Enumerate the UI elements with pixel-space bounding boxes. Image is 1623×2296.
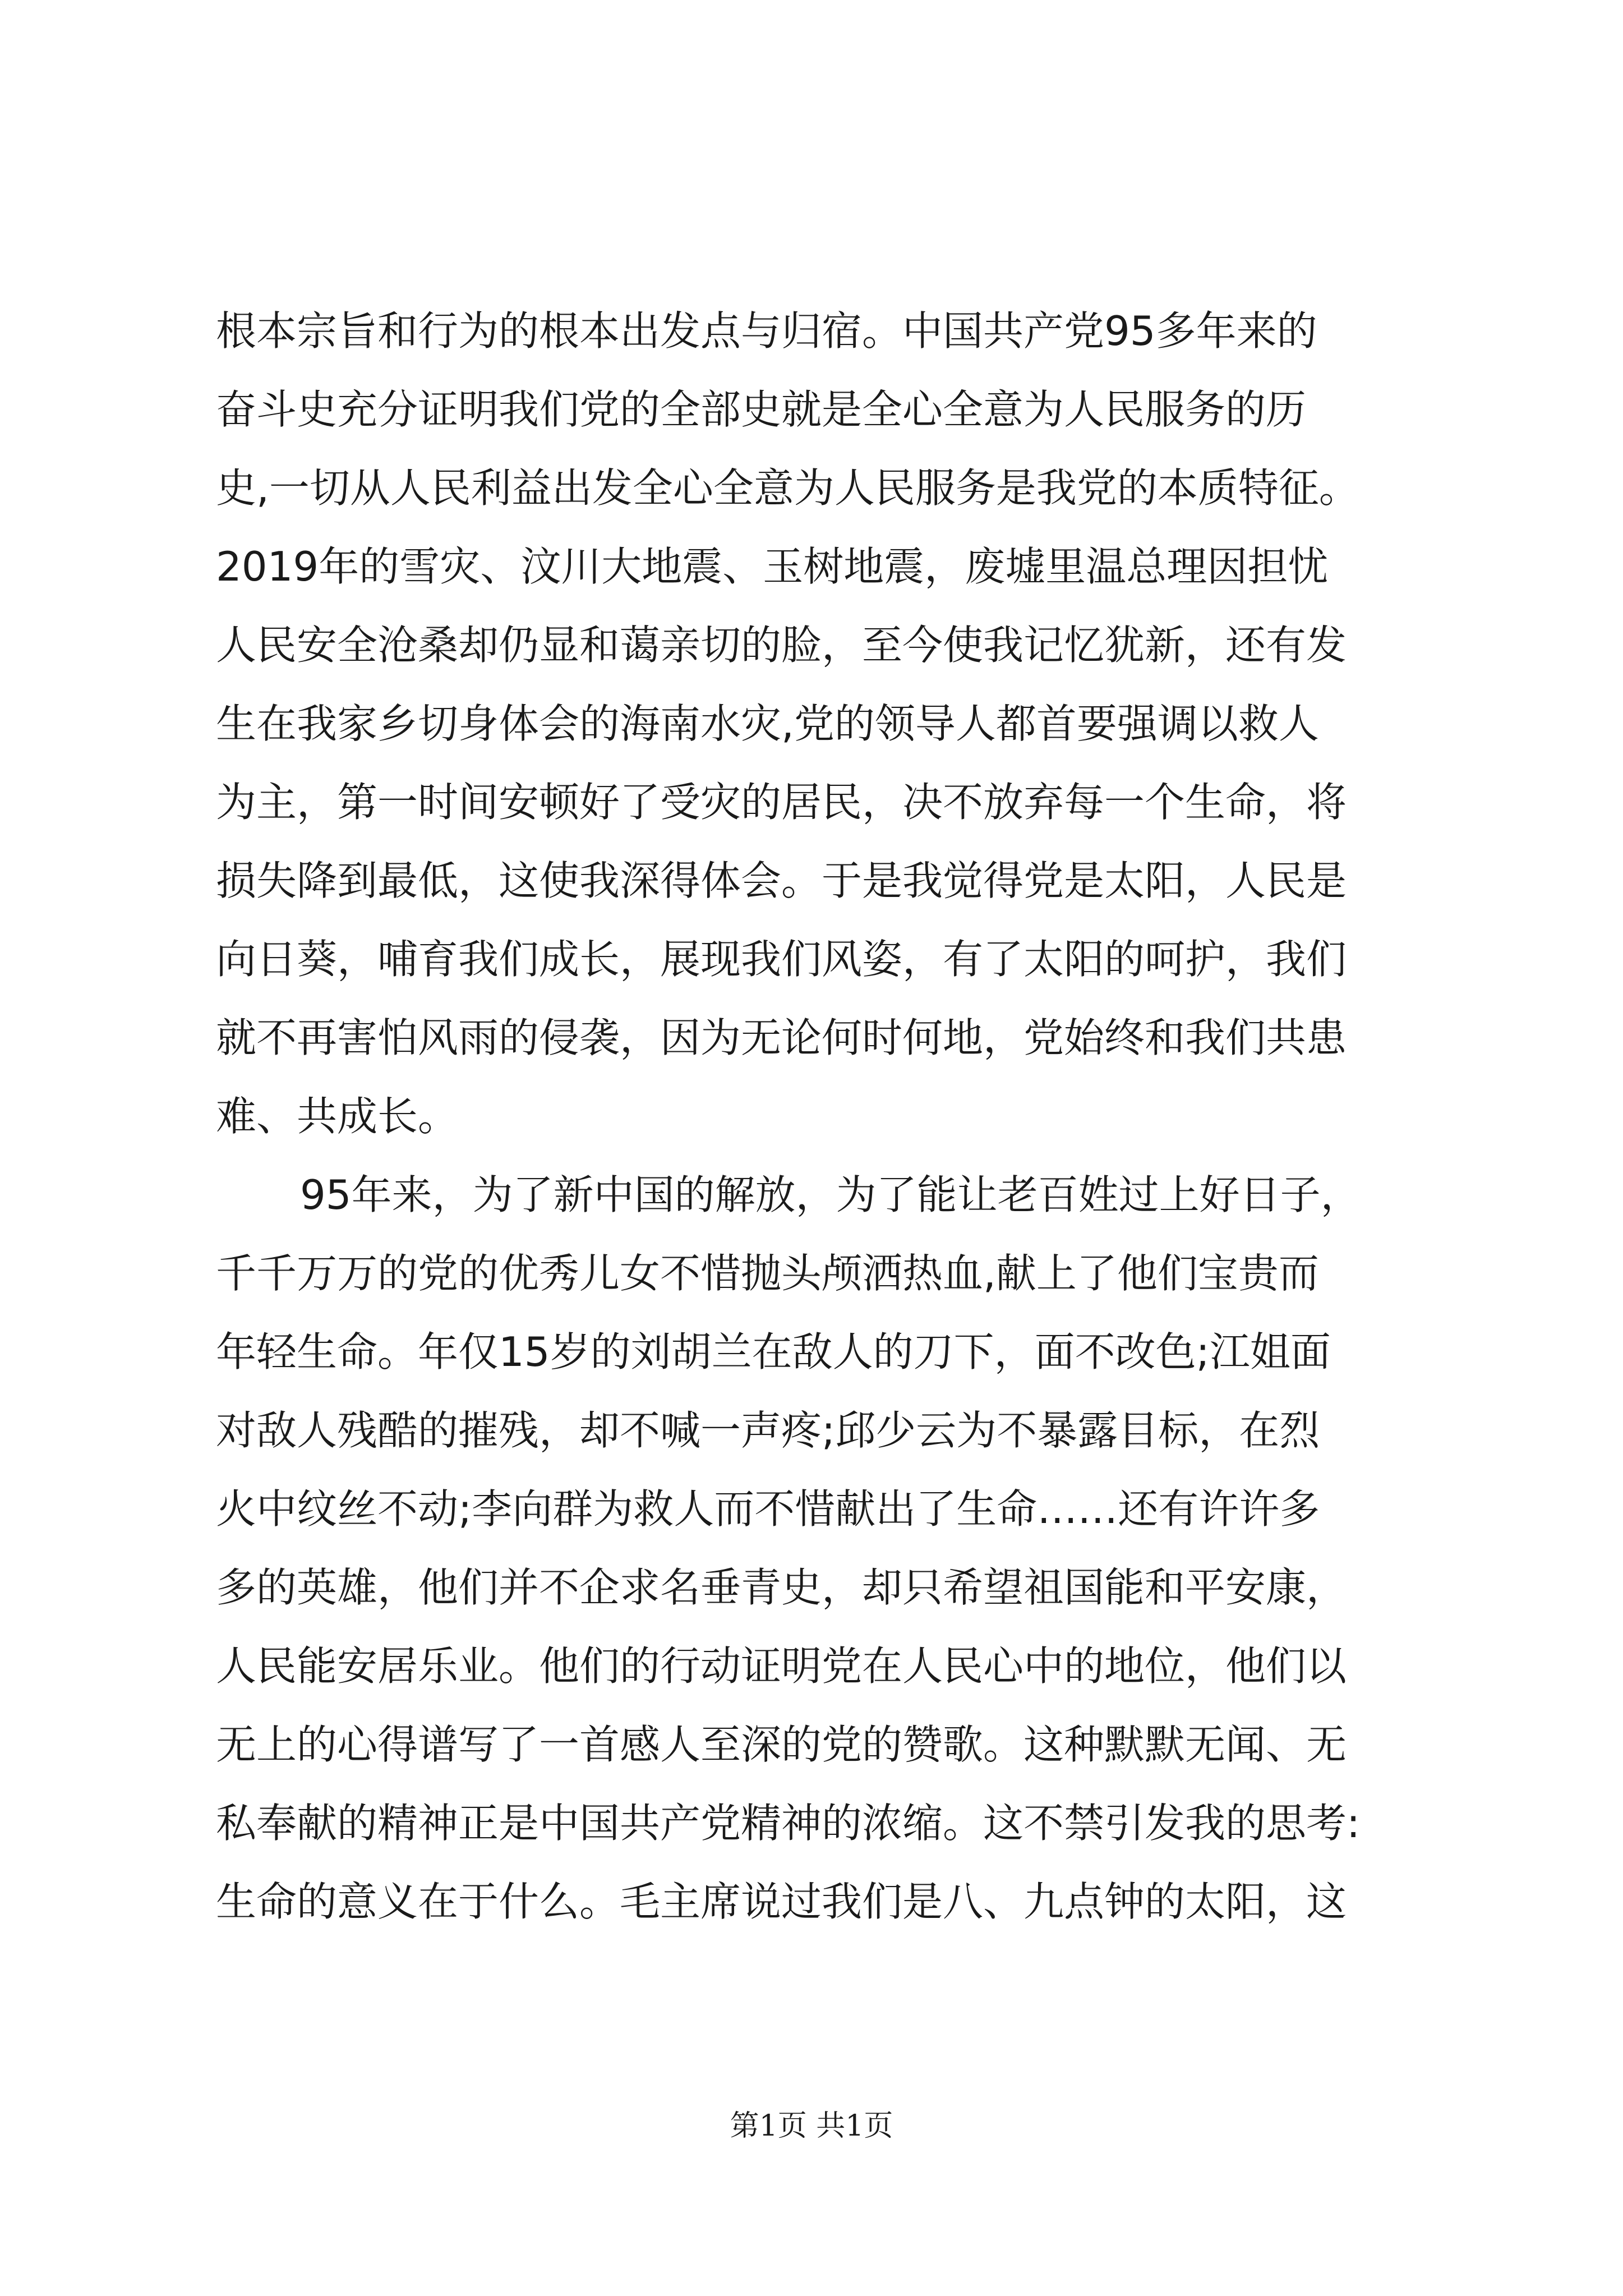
paragraph bbox=[216, 292, 1427, 1156]
text-line: 根本宗旨和行为的根本出发点与归宿。中国共产党95多年来的 bbox=[216, 307, 1317, 355]
text-line: 向日葵，哺育我们成长，展现我们风姿，有了太阳的呵护，我们 bbox=[216, 936, 1347, 983]
text-line: 千千万万的党的优秀儿女不惜抛头颅洒热血,献上了他们宝贵而 bbox=[216, 1250, 1319, 1297]
text-line: 生命的意义在于什么。毛主席说过我们是八、九点钟的太阳，这 bbox=[216, 1878, 1347, 1925]
page-footer: 第1页 共1页 bbox=[730, 2109, 893, 2143]
text-line: 生在我家乡切身体会的海南水灾,党的领导人都首要强调以救人 bbox=[216, 700, 1319, 747]
document-body bbox=[216, 292, 1427, 1941]
text-line: 人民能安居乐业。他们的行动证明党在人民心中的地位，他们以 bbox=[216, 1642, 1347, 1690]
text-line: 奋斗史充分证明我们党的全部史就是全心全意为人民服务的历 bbox=[216, 386, 1307, 433]
text-line: 难、共成长。 bbox=[216, 1093, 459, 1140]
text-line: 损失降到最低，这使我深得体会。于是我觉得党是太阳，人民是 bbox=[216, 857, 1347, 904]
text-line: 2019年的雪灾、汶川大地震、玉树地震，废墟里温总理因担忧 bbox=[216, 543, 1329, 590]
text-line: 无上的心得谱写了一首感人至深的党的赞歌。这种默默无闻、无 bbox=[216, 1721, 1347, 1768]
text-line: 对敌人残酷的摧残，却不喊一声疼;邱少云为不暴露目标，在烈 bbox=[216, 1407, 1320, 1454]
text-line: 火中纹丝不动;李向群为救人而不惜献出了生命……还有许许多 bbox=[216, 1485, 1320, 1533]
text-line: 私奉献的精神正是中国共产党精神的浓缩。这不禁引发我的思考: bbox=[216, 1800, 1361, 1847]
text-line: 人民安全沧桑却仍显和蔼亲切的脸，至今使我记忆犹新，还有发 bbox=[216, 622, 1347, 669]
text-line: 多的英雄，他们并不企求名垂青史，却只希望祖国能和平安康， bbox=[216, 1564, 1347, 1611]
text-line: 为主，第一时间安顿好了受灾的居民，决不放弃每一个生命，将 bbox=[216, 779, 1347, 826]
text-line: 就不再害怕风雨的侵袭，因为无论何时何地，党始终和我们共患 bbox=[216, 1014, 1347, 1061]
paragraph bbox=[216, 1156, 1427, 1941]
text-line: 史,一切从人民利益出发全心全意为人民服务是我党的本质特征。 bbox=[216, 464, 1359, 512]
text-line: 95年来，为了新中国的解放，为了能让老百姓过上好日子， bbox=[300, 1171, 1361, 1218]
text-line: 年轻生命。年仅15岁的刘胡兰在敌人的刀下，面不改色;江姐面 bbox=[216, 1328, 1331, 1375]
